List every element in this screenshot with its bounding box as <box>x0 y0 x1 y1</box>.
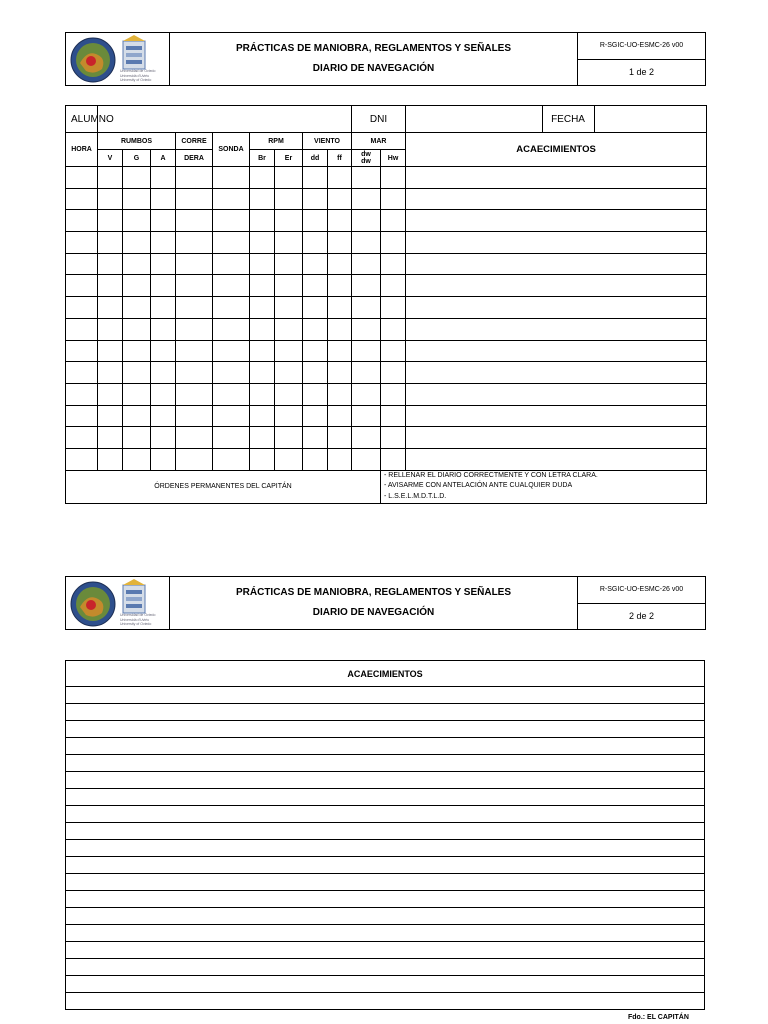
orders-label: ÓRDENES PERMANENTES DEL CAPITÁN <box>66 470 381 503</box>
acaecimientos-row <box>66 976 705 993</box>
log-cell[interactable] <box>66 318 98 340</box>
acaecimientos-line[interactable] <box>66 925 705 942</box>
captain-signature: Fdo.: EL CAPITÁN <box>628 1014 689 1021</box>
log-cell[interactable] <box>66 253 98 275</box>
log-cell[interactable] <box>303 340 328 362</box>
log-cell[interactable] <box>352 210 381 232</box>
log-cell[interactable] <box>250 167 275 189</box>
acaecimientos-row <box>66 755 705 772</box>
log-cell[interactable] <box>381 340 406 362</box>
log-cell[interactable] <box>176 383 213 405</box>
log-cell[interactable] <box>123 167 151 189</box>
log-cell[interactable] <box>151 362 176 384</box>
log-cell[interactable] <box>352 318 381 340</box>
log-cell[interactable] <box>275 297 303 319</box>
log-cell[interactable] <box>381 232 406 254</box>
log-row <box>66 297 707 319</box>
log-cell[interactable] <box>406 253 707 275</box>
log-cell[interactable] <box>328 318 352 340</box>
log-cell[interactable] <box>213 210 250 232</box>
log-cell[interactable] <box>303 210 328 232</box>
log-cell[interactable] <box>66 297 98 319</box>
log-cell[interactable] <box>123 210 151 232</box>
acaecimientos-line[interactable] <box>66 755 705 772</box>
acaecimientos-heading: ACAECIMIENTOS <box>66 661 705 687</box>
log-cell[interactable] <box>176 253 213 275</box>
acaecimientos-line[interactable] <box>66 976 705 993</box>
col-rumbo-v: V <box>98 150 123 167</box>
log-cell[interactable] <box>123 253 151 275</box>
log-cell[interactable] <box>275 275 303 297</box>
acaecimientos-rows <box>66 687 705 1010</box>
log-cell[interactable] <box>250 427 275 449</box>
log-cell[interactable] <box>352 362 381 384</box>
university-name-ast: Universidá d'Uviéu <box>120 73 150 78</box>
log-cell[interactable] <box>176 318 213 340</box>
acaecimientos-line[interactable] <box>66 993 705 1010</box>
log-cell[interactable] <box>98 232 123 254</box>
log-cell[interactable] <box>213 253 250 275</box>
log-cell[interactable] <box>328 427 352 449</box>
log-cell[interactable] <box>98 362 123 384</box>
log-cell[interactable] <box>303 383 328 405</box>
log-cell[interactable] <box>275 405 303 427</box>
log-cell[interactable] <box>151 383 176 405</box>
acaecimientos-row <box>66 823 705 840</box>
log-row <box>66 232 707 254</box>
log-cell[interactable] <box>250 405 275 427</box>
log-cell[interactable] <box>151 232 176 254</box>
log-cell[interactable] <box>275 210 303 232</box>
header-page-2 <box>65 576 706 630</box>
acaecimientos-line[interactable] <box>66 840 705 857</box>
log-cell[interactable] <box>328 383 352 405</box>
log-cell[interactable] <box>406 405 707 427</box>
acaecimientos-row <box>66 772 705 789</box>
university-name-es: Universidad de Oviedo <box>120 613 156 617</box>
log-row <box>66 188 707 210</box>
col-dera: DERA <box>176 150 213 167</box>
log-cell[interactable] <box>406 210 707 232</box>
acaecimientos-line[interactable] <box>66 891 705 908</box>
log-cell[interactable] <box>352 253 381 275</box>
log-cell[interactable] <box>406 427 707 449</box>
log-cell[interactable] <box>381 167 406 189</box>
acaecimientos-row <box>66 840 705 857</box>
log-cell[interactable] <box>176 275 213 297</box>
log-row <box>66 318 707 340</box>
log-cell[interactable] <box>98 253 123 275</box>
page-title: PRÁCTICAS DE MANIOBRA, REGLAMENTOS Y SEÑALES <box>235 587 512 598</box>
acaecimientos-row <box>66 891 705 908</box>
acaecimientos-row <box>66 857 705 874</box>
log-cell[interactable] <box>151 297 176 319</box>
acaecimientos-line[interactable] <box>66 823 705 840</box>
log-cell[interactable] <box>123 297 151 319</box>
log-cell[interactable] <box>123 340 151 362</box>
log-cell[interactable] <box>213 232 250 254</box>
log-cell[interactable] <box>176 405 213 427</box>
log-cell[interactable] <box>381 383 406 405</box>
log-cell[interactable] <box>66 383 98 405</box>
col-rpm-br: Br <box>250 150 275 167</box>
log-cell[interactable] <box>328 188 352 210</box>
orders-list <box>381 470 707 503</box>
log-cell[interactable] <box>98 210 123 232</box>
log-cell[interactable] <box>381 448 406 470</box>
log-cell[interactable] <box>352 383 381 405</box>
title-cell <box>170 577 578 630</box>
log-cell[interactable] <box>381 253 406 275</box>
acaecimientos-line[interactable] <box>66 789 705 806</box>
log-cell[interactable] <box>406 340 707 362</box>
alumno-label: ALUMNO <box>66 106 98 133</box>
log-cell[interactable] <box>98 297 123 319</box>
log-row <box>66 210 707 232</box>
col-mar-dw: dw dw <box>352 150 381 167</box>
acaecimientos-line[interactable] <box>66 908 705 925</box>
order-item: - RELLENAR EL DIARIO CORRECTMENTE Y CON LETRA CLARA. <box>384 471 598 479</box>
log-cell[interactable] <box>275 253 303 275</box>
log-cell[interactable] <box>123 383 151 405</box>
acaecimientos-line[interactable] <box>66 857 705 874</box>
col-rumbos: RUMBOS <box>98 133 176 150</box>
log-row <box>66 448 707 470</box>
log-cell[interactable] <box>213 188 250 210</box>
log-cell[interactable] <box>303 167 328 189</box>
log-cell[interactable] <box>303 253 328 275</box>
log-cell[interactable] <box>352 188 381 210</box>
university-name-ast: Universidá d'Uviéu <box>120 617 150 622</box>
acaecimientos-line[interactable] <box>66 704 705 721</box>
col-rumbo-a: A <box>151 150 176 167</box>
log-cell[interactable] <box>352 167 381 189</box>
log-cell[interactable] <box>275 340 303 362</box>
log-row <box>66 405 707 427</box>
col-viento-ff: ff <box>328 150 352 167</box>
log-row <box>66 427 707 449</box>
log-cell[interactable] <box>352 427 381 449</box>
log-cell[interactable] <box>328 253 352 275</box>
log-row <box>66 253 707 275</box>
log-cell[interactable] <box>406 188 707 210</box>
log-cell[interactable] <box>275 362 303 384</box>
log-cell[interactable] <box>381 427 406 449</box>
log-cell[interactable] <box>352 340 381 362</box>
title-cell <box>170 33 578 86</box>
log-cell[interactable] <box>250 383 275 405</box>
log-cell[interactable] <box>176 297 213 319</box>
log-cell[interactable] <box>406 167 707 189</box>
log-cell[interactable] <box>275 383 303 405</box>
log-cell[interactable] <box>66 362 98 384</box>
acaecimientos-row <box>66 789 705 806</box>
document-code: R-SGIC-UO-ESMC-26 v00 <box>578 577 706 604</box>
log-cell[interactable] <box>98 275 123 297</box>
col-sonda: SONDA <box>213 133 250 167</box>
log-cell[interactable] <box>123 232 151 254</box>
log-cell[interactable] <box>328 362 352 384</box>
log-cell[interactable] <box>250 297 275 319</box>
log-cell[interactable] <box>176 188 213 210</box>
log-cell[interactable] <box>176 167 213 189</box>
col-hora: HORA <box>66 133 98 167</box>
acaecimientos-row <box>66 993 705 1010</box>
acaecimientos-line[interactable] <box>66 772 705 789</box>
log-cell[interactable] <box>406 362 707 384</box>
log-cell[interactable] <box>151 318 176 340</box>
acaecimientos-row <box>66 704 705 721</box>
log-cell[interactable] <box>123 318 151 340</box>
acaecimientos-row <box>66 687 705 704</box>
log-cell[interactable] <box>123 275 151 297</box>
log-cell[interactable] <box>66 405 98 427</box>
log-cell[interactable] <box>213 340 250 362</box>
log-cell[interactable] <box>303 275 328 297</box>
logo-cell <box>66 577 170 630</box>
log-cell[interactable] <box>66 340 98 362</box>
dni-fecha-group <box>406 106 707 133</box>
log-cell[interactable] <box>406 232 707 254</box>
log-cell[interactable] <box>381 188 406 210</box>
acaecimientos-row <box>66 738 705 755</box>
log-cell[interactable] <box>406 318 707 340</box>
acaecimientos-row <box>66 874 705 891</box>
log-cell[interactable] <box>213 275 250 297</box>
log-cell[interactable] <box>66 188 98 210</box>
log-cell[interactable] <box>406 383 707 405</box>
log-cell[interactable] <box>213 427 250 449</box>
log-cell[interactable] <box>250 362 275 384</box>
log-cell[interactable] <box>406 275 707 297</box>
col-viento-dd: dd <box>303 150 328 167</box>
acaecimientos-row <box>66 908 705 925</box>
log-cell[interactable] <box>352 405 381 427</box>
order-item: - L.S.E.L.M.D.T.L.D. <box>384 492 447 500</box>
log-cell[interactable] <box>303 188 328 210</box>
log-cell[interactable] <box>151 405 176 427</box>
log-cell[interactable] <box>213 405 250 427</box>
log-cell[interactable] <box>213 167 250 189</box>
header-page-1 <box>65 32 706 86</box>
log-cell[interactable] <box>66 232 98 254</box>
log-cell[interactable] <box>406 448 707 470</box>
page-title: PRÁCTICAS DE MANIOBRA, REGLAMENTOS Y SEÑALES <box>235 43 512 54</box>
page-number: 1 de 2 <box>578 59 706 86</box>
log-cell[interactable] <box>328 405 352 427</box>
log-cell[interactable] <box>250 210 275 232</box>
log-cell[interactable] <box>381 275 406 297</box>
log-cell[interactable] <box>151 253 176 275</box>
fecha-label: FECHA <box>542 106 594 132</box>
acaecimientos-table <box>65 660 705 1010</box>
log-cell[interactable] <box>213 318 250 340</box>
log-cell[interactable] <box>250 232 275 254</box>
log-cell[interactable] <box>151 340 176 362</box>
log-cell[interactable] <box>250 340 275 362</box>
log-cell[interactable] <box>275 318 303 340</box>
log-cell[interactable] <box>275 427 303 449</box>
acaecimientos-row <box>66 959 705 976</box>
log-cell[interactable] <box>151 448 176 470</box>
university-name-es: Universidad de Oviedo <box>120 69 156 73</box>
log-cell[interactable] <box>303 362 328 384</box>
acaecimientos-row <box>66 721 705 738</box>
log-row <box>66 167 707 189</box>
log-cell[interactable] <box>406 297 707 319</box>
navigation-log-table <box>65 105 707 504</box>
col-corre: CORRE <box>176 133 213 150</box>
col-mar-hw: Hw <box>381 150 406 167</box>
col-rpm-er: Er <box>275 150 303 167</box>
log-cell[interactable] <box>303 427 328 449</box>
log-row <box>66 383 707 405</box>
log-cell[interactable] <box>98 167 123 189</box>
log-cell[interactable] <box>98 188 123 210</box>
page-subtitle: DIARIO DE NAVEGACIÓN <box>312 63 435 74</box>
log-row <box>66 362 707 384</box>
log-cell[interactable] <box>250 253 275 275</box>
col-viento: VIENTO <box>303 133 352 150</box>
col-acaecimientos: ACAECIMIENTOS <box>406 133 707 167</box>
log-cell[interactable] <box>123 427 151 449</box>
log-row <box>66 275 707 297</box>
log-cell[interactable] <box>123 405 151 427</box>
log-cell[interactable] <box>303 448 328 470</box>
log-cell[interactable] <box>213 362 250 384</box>
log-cell[interactable] <box>328 210 352 232</box>
log-cell[interactable] <box>381 210 406 232</box>
log-cell[interactable] <box>151 427 176 449</box>
log-cell[interactable] <box>176 427 213 449</box>
dni-label: DNI <box>352 106 406 133</box>
acaecimientos-line[interactable] <box>66 806 705 823</box>
acaecimientos-line[interactable] <box>66 942 705 959</box>
log-cell[interactable] <box>123 362 151 384</box>
log-cell[interactable] <box>213 383 250 405</box>
document-code: R-SGIC-UO-ESMC-26 v00 <box>578 33 706 60</box>
log-cell[interactable] <box>303 232 328 254</box>
alumno-field[interactable] <box>98 106 352 133</box>
log-cell[interactable] <box>328 275 352 297</box>
log-cell[interactable] <box>328 167 352 189</box>
acaecimientos-line[interactable] <box>66 687 705 704</box>
log-cell[interactable] <box>352 448 381 470</box>
log-cell[interactable] <box>98 340 123 362</box>
log-cell[interactable] <box>176 362 213 384</box>
log-cell[interactable] <box>328 448 352 470</box>
acaecimientos-line[interactable] <box>66 959 705 976</box>
log-cell[interactable] <box>151 167 176 189</box>
page-number: 2 de 2 <box>578 603 706 630</box>
acaecimientos-line[interactable] <box>66 874 705 891</box>
page-subtitle: DIARIO DE NAVEGACIÓN <box>312 607 435 618</box>
acaecimientos-line[interactable] <box>66 738 705 755</box>
log-cell[interactable] <box>381 405 406 427</box>
col-mar: MAR <box>352 133 406 150</box>
log-cell[interactable] <box>98 448 123 470</box>
log-cell[interactable] <box>151 210 176 232</box>
acaecimientos-line[interactable] <box>66 721 705 738</box>
log-cell[interactable] <box>352 297 381 319</box>
log-cell[interactable] <box>250 275 275 297</box>
log-cell[interactable] <box>275 167 303 189</box>
log-cell[interactable] <box>303 318 328 340</box>
fecha-field[interactable] <box>594 106 706 132</box>
log-cell[interactable] <box>151 275 176 297</box>
log-cell[interactable] <box>98 427 123 449</box>
log-cell[interactable] <box>352 275 381 297</box>
col-rpm: RPM <box>250 133 303 150</box>
log-cell[interactable] <box>213 297 250 319</box>
log-cell[interactable] <box>381 297 406 319</box>
col-rumbo-g: G <box>123 150 151 167</box>
log-cell[interactable] <box>250 188 275 210</box>
log-cell[interactable] <box>176 210 213 232</box>
university-name-en: University of Oviedo <box>120 78 152 82</box>
order-item: - AVISARME CON ANTELACIÓN ANTE CUALQUIER DUDA <box>384 482 573 490</box>
log-cell[interactable] <box>381 362 406 384</box>
university-name-en: University of Oviedo <box>120 622 152 626</box>
log-cell[interactable] <box>66 167 98 189</box>
log-row <box>66 340 707 362</box>
log-rows <box>66 167 707 471</box>
log-cell[interactable] <box>328 340 352 362</box>
log-cell[interactable] <box>98 383 123 405</box>
log-cell[interactable] <box>250 448 275 470</box>
log-cell[interactable] <box>275 188 303 210</box>
log-cell[interactable] <box>250 318 275 340</box>
log-cell[interactable] <box>123 188 151 210</box>
logo-cell <box>66 33 170 86</box>
log-cell[interactable] <box>303 405 328 427</box>
log-cell[interactable] <box>275 448 303 470</box>
log-cell[interactable] <box>381 318 406 340</box>
log-cell[interactable] <box>66 275 98 297</box>
log-cell[interactable] <box>98 405 123 427</box>
acaecimientos-row <box>66 925 705 942</box>
log-cell[interactable] <box>213 448 250 470</box>
log-cell[interactable] <box>303 297 328 319</box>
log-cell[interactable] <box>151 188 176 210</box>
acaecimientos-row <box>66 942 705 959</box>
log-cell[interactable] <box>123 448 151 470</box>
log-cell[interactable] <box>66 210 98 232</box>
log-cell[interactable] <box>176 232 213 254</box>
dni-field[interactable] <box>406 106 542 132</box>
log-cell[interactable] <box>176 340 213 362</box>
log-cell[interactable] <box>275 232 303 254</box>
log-cell[interactable] <box>176 448 213 470</box>
log-cell[interactable] <box>328 232 352 254</box>
log-cell[interactable] <box>66 427 98 449</box>
acaecimientos-row <box>66 806 705 823</box>
log-cell[interactable] <box>98 318 123 340</box>
log-cell[interactable] <box>352 232 381 254</box>
log-cell[interactable] <box>328 297 352 319</box>
log-cell[interactable] <box>66 448 98 470</box>
